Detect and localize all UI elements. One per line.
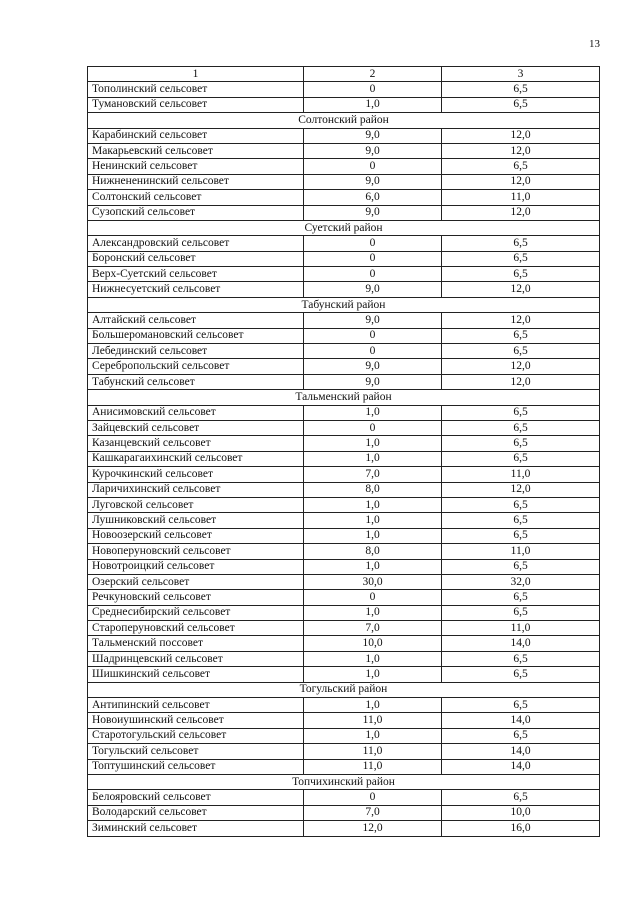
settlement-name-cell: Среднесибирский сельсовет: [88, 605, 304, 620]
value-col-3-cell: 6,5: [442, 559, 600, 574]
table-row: [88, 420, 600, 435]
value-col-2-cell: 0: [304, 328, 442, 343]
value-col-2-cell: 11,0: [304, 759, 442, 774]
value-col-3-cell: 6,5: [442, 420, 600, 435]
value-col-2-cell: 1,0: [304, 728, 442, 743]
value-col-3-cell: 11,0: [442, 621, 600, 636]
value-col-3-cell: 6,5: [442, 651, 600, 666]
value-col-3-cell: 6,5: [442, 698, 600, 713]
value-col-3-cell: 6,5: [442, 236, 600, 251]
value-col-2-cell: 9,0: [304, 359, 442, 374]
value-col-3-cell: 16,0: [442, 821, 600, 836]
value-col-3-cell: 6,5: [442, 513, 600, 528]
value-col-2-cell: 10,0: [304, 636, 442, 651]
value-col-3-cell: 14,0: [442, 759, 600, 774]
settlement-name-cell: Анисимовский сельсовет: [88, 405, 304, 420]
value-col-2-cell: 1,0: [304, 605, 442, 620]
value-col-2-cell: 1,0: [304, 698, 442, 713]
settlement-name-cell: Новоперуновский сельсовет: [88, 544, 304, 559]
table-row: [88, 328, 600, 343]
value-col-3-cell: 32,0: [442, 574, 600, 589]
value-col-3-cell: 6,5: [442, 251, 600, 266]
settlement-name-cell: Тальменский поссовет: [88, 636, 304, 651]
value-col-3-cell: 6,5: [442, 267, 600, 282]
settlement-name-cell: Новотроицкий сельсовет: [88, 559, 304, 574]
value-col-3-cell: 12,0: [442, 313, 600, 328]
settlement-name-cell: Луговской сельсовет: [88, 497, 304, 512]
settlement-name-cell: Новоиушинский сельсовет: [88, 713, 304, 728]
table-row: [88, 267, 600, 282]
value-col-2-cell: 1,0: [304, 651, 442, 666]
table-row: [88, 513, 600, 528]
table-row: [88, 359, 600, 374]
settlement-name-cell: Речкуновский сельсовет: [88, 590, 304, 605]
table-row: [88, 205, 600, 220]
value-col-3-cell: 6,5: [442, 667, 600, 682]
value-col-2-cell: 11,0: [304, 744, 442, 759]
settlement-name-cell: Антипинский сельсовет: [88, 698, 304, 713]
table-row: [88, 528, 600, 543]
value-col-2-cell: 0: [304, 344, 442, 359]
section-title: Солтонский район: [88, 113, 600, 128]
settlement-name-cell: Солтонский сельсовет: [88, 190, 304, 205]
value-col-3-cell: 14,0: [442, 636, 600, 651]
value-col-2-cell: 7,0: [304, 467, 442, 482]
value-col-2-cell: 11,0: [304, 713, 442, 728]
table-row: [88, 605, 600, 620]
table-row: [88, 128, 600, 143]
value-col-2-cell: 1,0: [304, 405, 442, 420]
value-col-2-cell: 1,0: [304, 97, 442, 112]
settlement-name-cell: Алтайский сельсовет: [88, 313, 304, 328]
value-col-3-cell: 12,0: [442, 143, 600, 158]
section-title: Тогульский район: [88, 682, 600, 697]
settlement-name-cell: Серебропольский сельсовет: [88, 359, 304, 374]
table-row: [88, 313, 600, 328]
table-row: [88, 482, 600, 497]
table-row: [88, 759, 600, 774]
settlement-name-cell: Тумановский сельсовет: [88, 97, 304, 112]
table-row: [88, 574, 600, 589]
header-cell-1: 1: [88, 67, 304, 82]
settlement-name-cell: Лебединский сельсовет: [88, 344, 304, 359]
value-col-2-cell: 0: [304, 251, 442, 266]
section-header-row: [88, 220, 600, 235]
value-col-2-cell: 0: [304, 159, 442, 174]
value-col-2-cell: 0: [304, 590, 442, 605]
table-row: [88, 451, 600, 466]
settlement-name-cell: Тогульский сельсовет: [88, 744, 304, 759]
value-col-3-cell: 6,5: [442, 328, 600, 343]
value-col-2-cell: 1,0: [304, 436, 442, 451]
settlement-name-cell: Карабинский сельсовет: [88, 128, 304, 143]
table-row: [88, 467, 600, 482]
table-row: [88, 821, 600, 836]
value-col-2-cell: 9,0: [304, 313, 442, 328]
table-header-row: [88, 67, 600, 82]
settlement-name-cell: Старотогульский сельсовет: [88, 728, 304, 743]
table-row: [88, 805, 600, 820]
table-row: [88, 497, 600, 512]
section-header-row: [88, 113, 600, 128]
header-cell-2: 2: [304, 67, 442, 82]
settlement-name-cell: Зиминский сельсовет: [88, 821, 304, 836]
section-header-row: [88, 682, 600, 697]
value-col-3-cell: 6,5: [442, 497, 600, 512]
table-row: [88, 143, 600, 158]
table-row: [88, 251, 600, 266]
value-col-2-cell: 0: [304, 267, 442, 282]
value-col-2-cell: 1,0: [304, 667, 442, 682]
table-row: [88, 405, 600, 420]
settlement-name-cell: Казанцевский сельсовет: [88, 436, 304, 451]
value-col-2-cell: 9,0: [304, 282, 442, 297]
value-col-2-cell: 12,0: [304, 821, 442, 836]
table-row: [88, 559, 600, 574]
settlement-name-cell: Нижнесуетский сельсовет: [88, 282, 304, 297]
settlement-name-cell: Большеромановский сельсовет: [88, 328, 304, 343]
settlement-name-cell: Шадринцевский сельсовет: [88, 651, 304, 666]
settlement-name-cell: Кашкарагаихинский сельсовет: [88, 451, 304, 466]
settlement-name-cell: Верх-Суетский сельсовет: [88, 267, 304, 282]
value-col-2-cell: 7,0: [304, 805, 442, 820]
value-col-2-cell: 1,0: [304, 451, 442, 466]
section-title: Табунский район: [88, 297, 600, 312]
table-row: [88, 159, 600, 174]
table-row: [88, 190, 600, 205]
value-col-3-cell: 6,5: [442, 344, 600, 359]
settlement-name-cell: Староперуновский сельсовет: [88, 621, 304, 636]
settlement-name-cell: Озерский сельсовет: [88, 574, 304, 589]
value-col-2-cell: 9,0: [304, 205, 442, 220]
value-col-2-cell: 8,0: [304, 544, 442, 559]
table-row: [88, 436, 600, 451]
value-col-2-cell: 0: [304, 236, 442, 251]
page-number: 13: [589, 38, 600, 50]
value-col-2-cell: 30,0: [304, 574, 442, 589]
table-row: [88, 590, 600, 605]
table-row: [88, 698, 600, 713]
table-row: [88, 713, 600, 728]
table-row: [88, 790, 600, 805]
value-col-3-cell: 12,0: [442, 205, 600, 220]
header-cell-3: 3: [442, 67, 600, 82]
value-col-3-cell: 10,0: [442, 805, 600, 820]
value-col-3-cell: 6,5: [442, 405, 600, 420]
section-header-row: [88, 297, 600, 312]
value-col-2-cell: 1,0: [304, 513, 442, 528]
value-col-3-cell: 11,0: [442, 544, 600, 559]
settlement-name-cell: Табунский сельсовет: [88, 374, 304, 389]
settlement-name-cell: Макарьевский сельсовет: [88, 143, 304, 158]
value-col-2-cell: 8,0: [304, 482, 442, 497]
settlement-name-cell: Александровский сельсовет: [88, 236, 304, 251]
table-row: [88, 82, 600, 97]
settlement-name-cell: Лушниковский сельсовет: [88, 513, 304, 528]
section-title: Топчихинский район: [88, 774, 600, 789]
section-header-row: [88, 774, 600, 789]
settlement-name-cell: Топтушинский сельсовет: [88, 759, 304, 774]
value-col-2-cell: 9,0: [304, 128, 442, 143]
value-col-2-cell: 9,0: [304, 174, 442, 189]
table-row: [88, 744, 600, 759]
value-col-3-cell: 12,0: [442, 482, 600, 497]
value-col-2-cell: 9,0: [304, 143, 442, 158]
value-col-3-cell: 12,0: [442, 174, 600, 189]
value-col-3-cell: 6,5: [442, 436, 600, 451]
table-row: [88, 621, 600, 636]
value-col-2-cell: 0: [304, 82, 442, 97]
value-col-3-cell: 6,5: [442, 590, 600, 605]
value-col-3-cell: 14,0: [442, 713, 600, 728]
value-col-2-cell: 1,0: [304, 559, 442, 574]
table-row: [88, 651, 600, 666]
table-row: [88, 174, 600, 189]
table-row: [88, 374, 600, 389]
value-col-3-cell: 6,5: [442, 528, 600, 543]
table-row: [88, 344, 600, 359]
value-col-3-cell: 12,0: [442, 128, 600, 143]
data-table: [87, 66, 600, 837]
table-row: [88, 282, 600, 297]
settlement-name-cell: Курочкинский сельсовет: [88, 467, 304, 482]
settlement-name-cell: Боронский сельсовет: [88, 251, 304, 266]
value-col-3-cell: 6,5: [442, 728, 600, 743]
value-col-3-cell: 14,0: [442, 744, 600, 759]
table-row: [88, 544, 600, 559]
settlement-name-cell: Тополинский сельсовет: [88, 82, 304, 97]
value-col-3-cell: 6,5: [442, 790, 600, 805]
value-col-2-cell: 0: [304, 420, 442, 435]
value-col-3-cell: 6,5: [442, 605, 600, 620]
settlement-name-cell: Володарский сельсовет: [88, 805, 304, 820]
table-row: [88, 636, 600, 651]
value-col-3-cell: 12,0: [442, 374, 600, 389]
value-col-3-cell: 11,0: [442, 467, 600, 482]
table-row: [88, 667, 600, 682]
value-col-3-cell: 12,0: [442, 282, 600, 297]
value-col-2-cell: 1,0: [304, 497, 442, 512]
settlement-name-cell: Шишкинский сельсовет: [88, 667, 304, 682]
settlement-name-cell: Сузопский сельсовет: [88, 205, 304, 220]
settlement-name-cell: Зайцевский сельсовет: [88, 420, 304, 435]
settlement-name-cell: Ларичихинский сельсовет: [88, 482, 304, 497]
value-col-3-cell: 6,5: [442, 82, 600, 97]
value-col-3-cell: 11,0: [442, 190, 600, 205]
section-title: Суетский район: [88, 220, 600, 235]
table-row: [88, 728, 600, 743]
value-col-2-cell: 9,0: [304, 374, 442, 389]
value-col-2-cell: 1,0: [304, 528, 442, 543]
table-row: [88, 236, 600, 251]
settlement-name-cell: Новоозерский сельсовет: [88, 528, 304, 543]
section-header-row: [88, 390, 600, 405]
settlement-name-cell: Нижнененинский сельсовет: [88, 174, 304, 189]
value-col-2-cell: 7,0: [304, 621, 442, 636]
value-col-2-cell: 0: [304, 790, 442, 805]
section-title: Тальменский район: [88, 390, 600, 405]
value-col-3-cell: 6,5: [442, 97, 600, 112]
settlement-name-cell: Белояровский сельсовет: [88, 790, 304, 805]
settlement-name-cell: Ненинский сельсовет: [88, 159, 304, 174]
value-col-3-cell: 6,5: [442, 451, 600, 466]
value-col-2-cell: 6,0: [304, 190, 442, 205]
value-col-3-cell: 6,5: [442, 159, 600, 174]
table-row: [88, 97, 600, 112]
value-col-3-cell: 12,0: [442, 359, 600, 374]
